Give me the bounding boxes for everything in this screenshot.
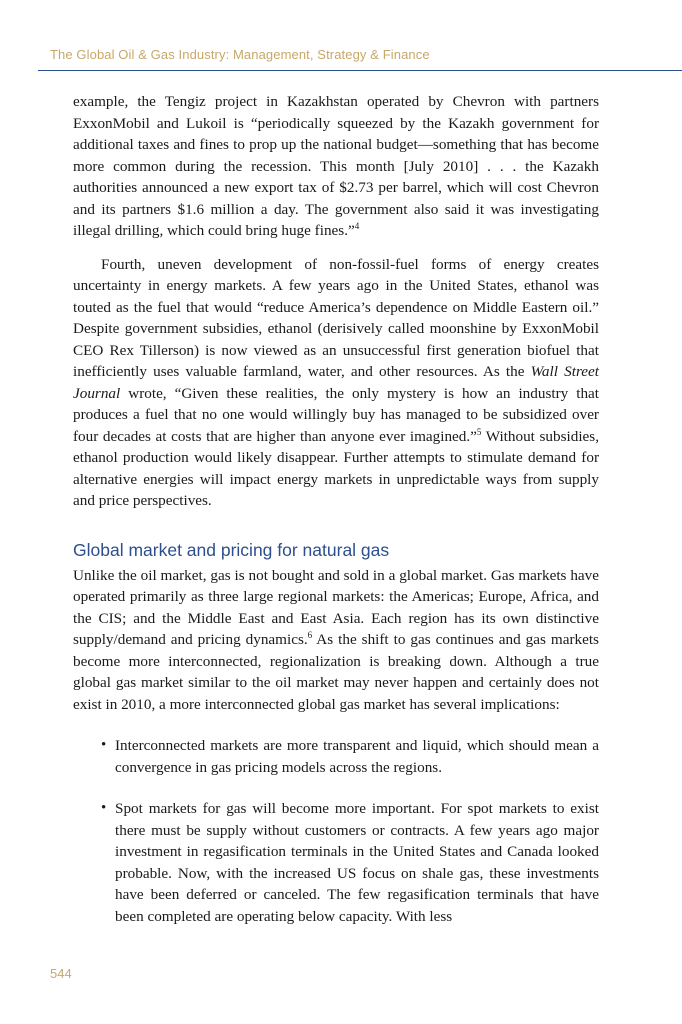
paragraph-ethanol-part1: Fourth, uneven development of non-fossil-fuel forms of energy creates uncertainty in energy markets. A few years ago in the United States, ethanol was touted as the fuel that would “reduce America’s dependence on Middle Eastern oil.” Despite government subsidies, ethanol (derisively called moonshine by ExxonMobil CEO Rex Tillerson) is now viewed as an unsuccessful first generation biofuel that inefficiently uses valuable farmland, water, and other resources. As the (73, 255, 599, 380)
list-item-text: Spot markets for gas will become more important. For spot markets to exist there must be supply without customers or contracts. A few years ago major investment in regasification terminals in the United States and Canada looked probable. Now, with the increased US focus on shale gas, these investments have been deferred or canceled. The few regasification terminals that have been completed are operating below capacity. With less (115, 800, 599, 925)
paragraph-ethanol (73, 254, 599, 512)
running-header-title: The Global Oil & Gas Industry: Management, Strategy & Finance (50, 47, 430, 62)
list-item-text: Interconnected markets are more transparent and liquid, which should mean a convergence in gas pricing models across the regions. (115, 737, 599, 776)
section-heading-natural-gas: Global market and pricing for natural gas (73, 539, 390, 560)
bullet-icon: • (101, 800, 107, 816)
implications-list (73, 735, 599, 927)
main-text-column (73, 91, 599, 947)
footnote-ref-5: 5 (476, 426, 482, 437)
list-item (73, 798, 599, 927)
paragraph-gas-market (73, 565, 599, 716)
paragraph-ethanol-journal: Wall Street Journal (73, 363, 599, 402)
paragraph-gas-market-part2: As the shift to gas continues and gas markets become more interconnected, regionalization is breaking down. Although a true global gas market similar to the oil market may never happen and certainly does not exist in 2010, a more interconnected global gas market has several implications: (73, 631, 599, 713)
footnote-ref-6: 6 (307, 629, 313, 640)
header-rule (38, 70, 682, 71)
paragraph-tengiz (73, 91, 599, 242)
list-item (73, 735, 599, 778)
footnote-ref-4: 4 (354, 220, 360, 231)
paragraph-gas-market-part1: Unlike the oil market, gas is not bought and sold in a global market. Gas markets have operated primarily as three large regional markets: the Americas; Europe, Africa, and the CIS; and the Middle East and East Asia. Each region has its own distinctive supply/demand and pricing dynamics. (73, 566, 599, 648)
page-number: 544 (50, 966, 72, 981)
bullet-icon: • (101, 737, 107, 753)
paragraph-tengiz-text: example, the Tengiz project in Kazakhstan operated by Chevron with partners ExxonMobil and Lukoil is “periodically squeezed by the Kazakh government for additional taxes and fines to prop up the national budget—something that has become more common during the recession. This month [July 2010] . . . the Kazakh authorities announced a new export tax of $2.73 per barrel, which will cost Chevron and its partners $1.6 million a day. The government also said it was investigating illegal drilling, which could bring huge fines.” (73, 93, 599, 239)
paragraph-ethanol-part2: wrote, “Given these realities, the only mystery is how an industry that produces a fuel that no one would willingly buy has managed to be subsidized over four decades at costs that are higher than anyone ever imagined.” (73, 384, 599, 445)
paragraph-ethanol-part3: Without subsidies, ethanol production would likely disappear. Further attempts to stimulate demand for alternative energies will impact energy markets in unpredictable ways from supply and price perspectives. (73, 427, 599, 509)
